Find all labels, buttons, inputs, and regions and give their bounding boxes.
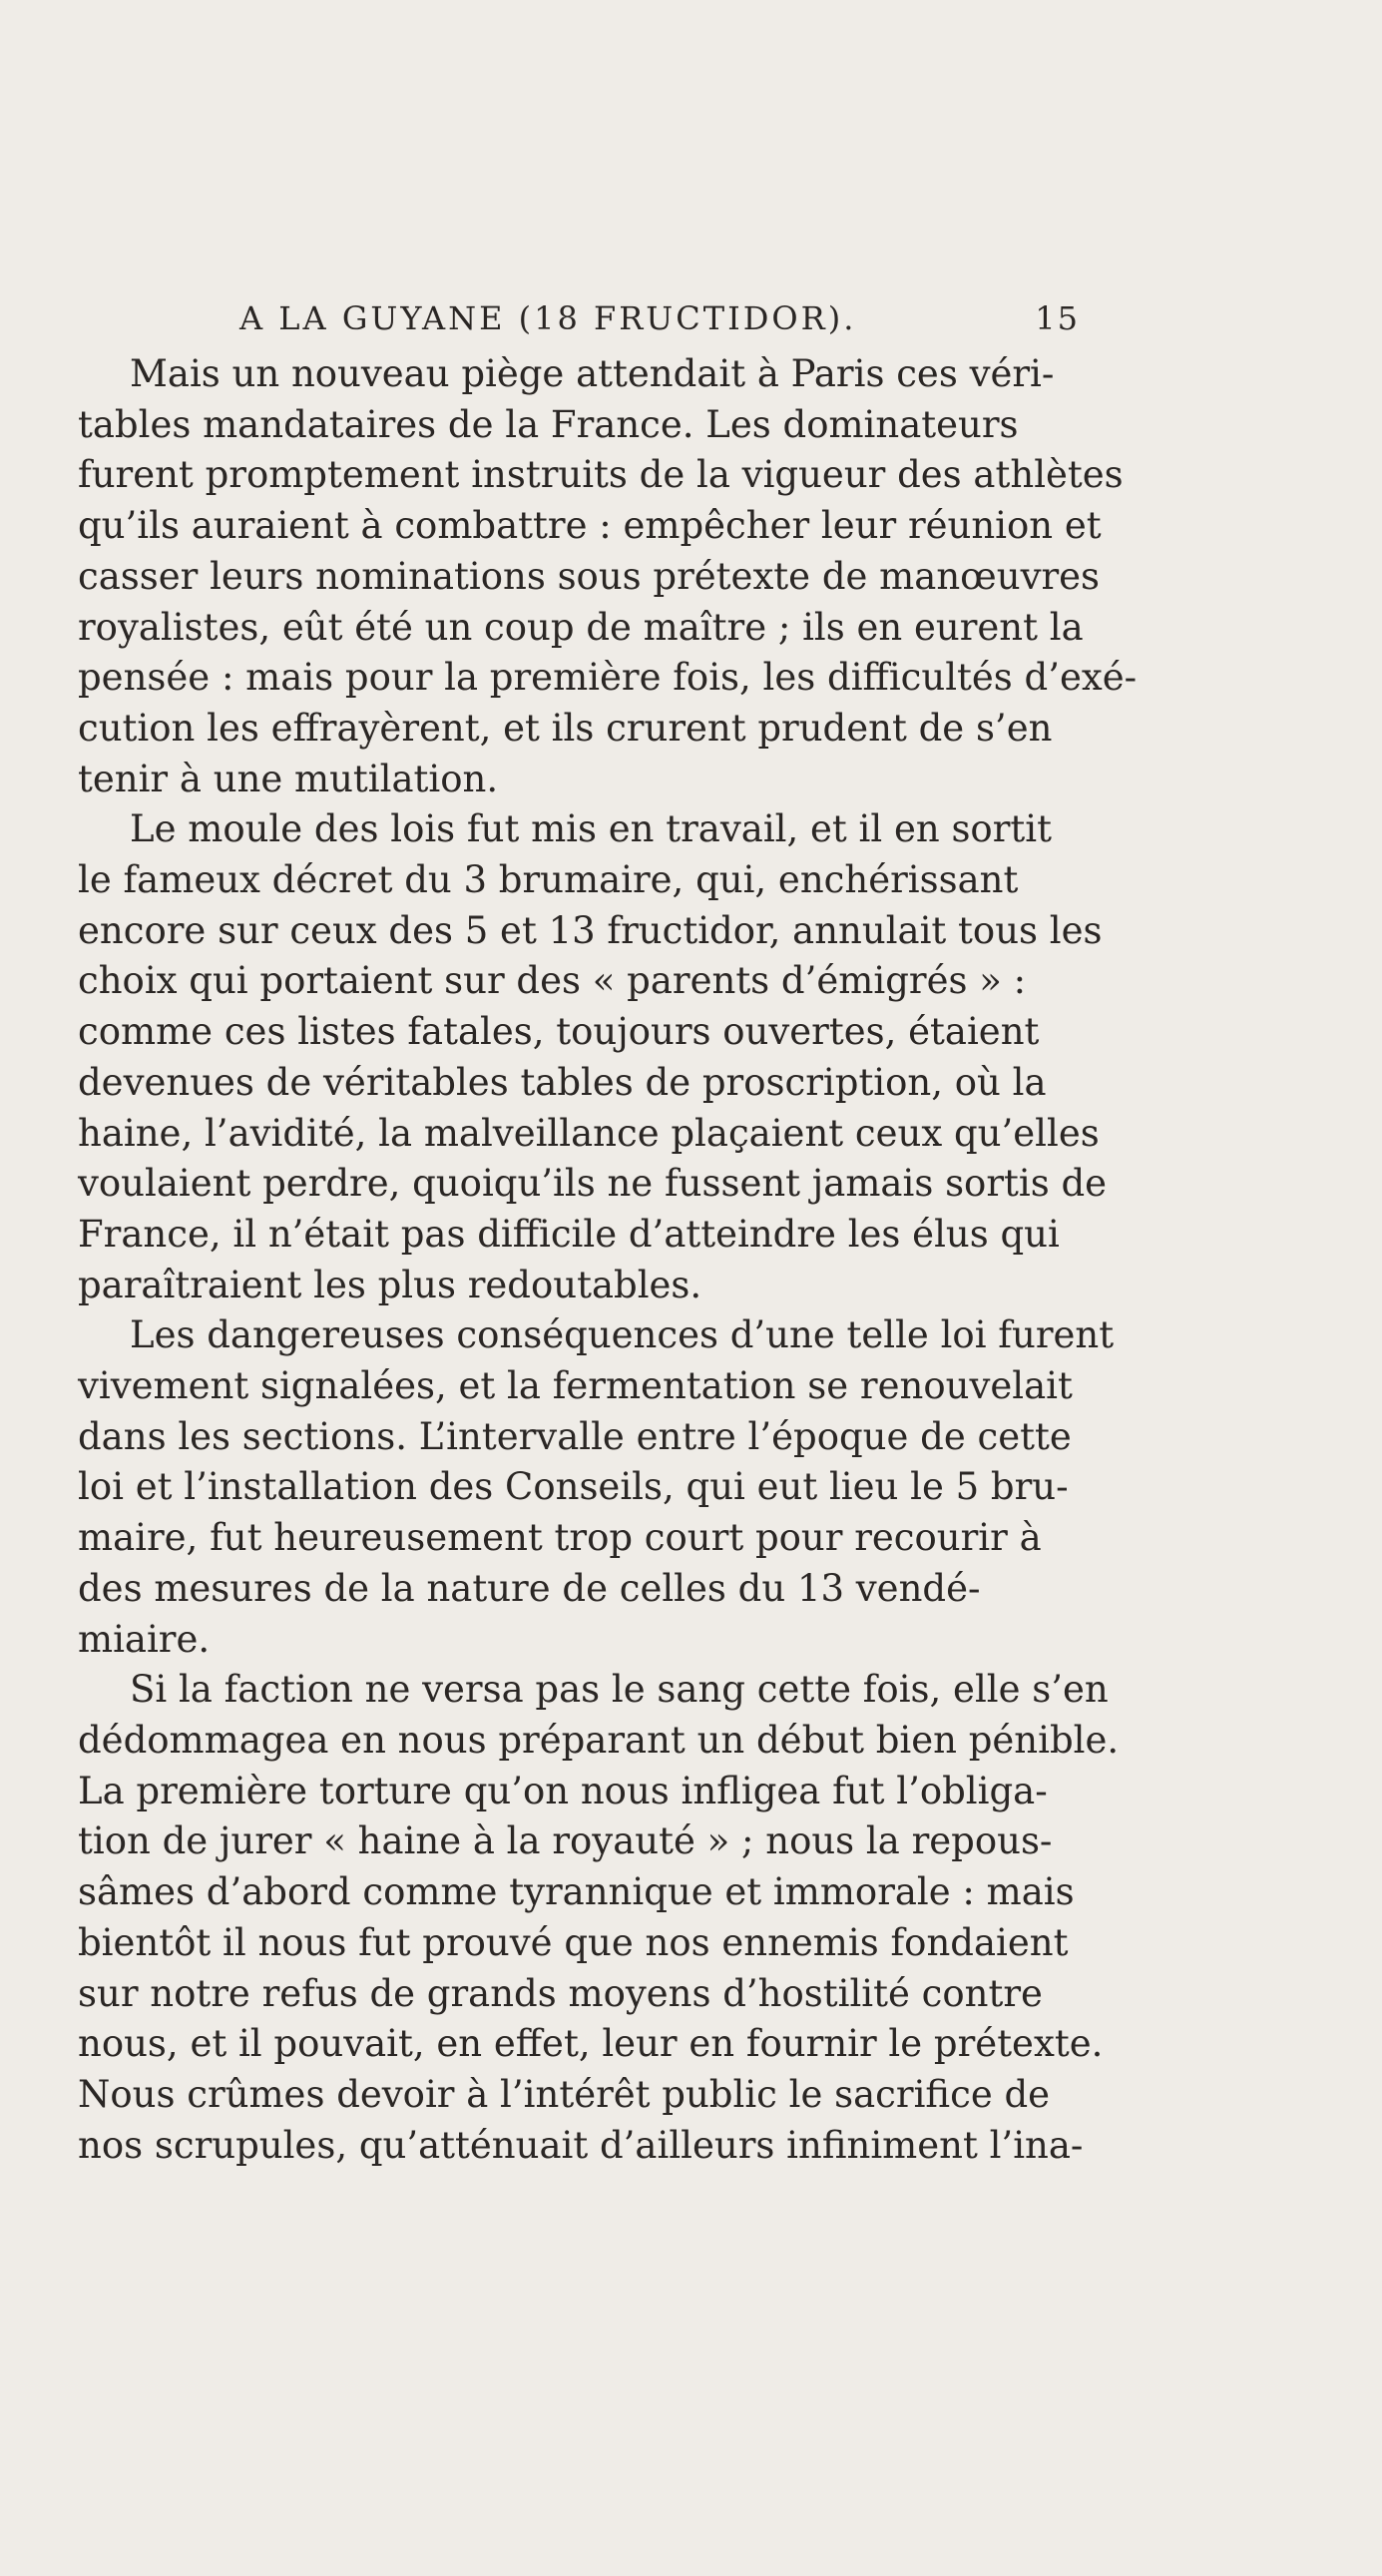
paragraph-3 [78, 1310, 1115, 1665]
text-line: le fameux décret du 3 brumaire, qui, enchérissant [78, 858, 1019, 902]
paragraph-1 [78, 349, 1138, 804]
text-line: Si la faction ne versa pas le sang cette fois, elle s’en [130, 1668, 1109, 1712]
text-line: voulaient perdre, quoiqu’ils ne fussent jamais sortis de [78, 1162, 1108, 1206]
text-line: Nous crûmes devoir à l’intérêt public le sacrifice de [78, 2072, 1051, 2116]
text-line: des mesures de la nature de celles du 13 vendé- [78, 1566, 981, 1610]
text-line: miaire. [78, 1617, 211, 1661]
text-line: sur notre refus de grands moyens d’hostilité contre [78, 1971, 1043, 2015]
text-line: qu’ils auraient à combattre : empêcher leur réunion et [78, 504, 1102, 548]
page-number: 15 [1035, 299, 1080, 337]
text-line: casser leurs nominations sous prétexte de manœuvres [78, 554, 1101, 598]
text-line: nous, et il pouvait, en effet, leur en fournir le prétexte. [78, 2022, 1104, 2066]
text-line: tables mandataires de la France. Les dominateurs [78, 402, 1019, 446]
text-line: vivement signalées, et la fermentation se renouvelait [78, 1364, 1073, 1408]
paragraph-2 [78, 804, 1108, 1310]
paragraph-4 [78, 1665, 1120, 2171]
text-line: nos scrupules, qu’atténuait d’ailleurs infiniment l’ina- [78, 2123, 1084, 2167]
text-line: furent promptement instruits de la vigueur des athlètes [78, 453, 1124, 497]
text-line: encore sur ceux des 5 et 13 fructidor, annulait tous les [78, 908, 1103, 952]
text-line: Mais un nouveau piège attendait à Paris ces véri- [130, 352, 1055, 395]
text-line: devenues de véritables tables de proscription, où la [78, 1060, 1047, 1104]
text-line: paraîtraient les plus redoutables. [78, 1263, 702, 1306]
text-line: comme ces listes fatales, toujours ouvertes, étaient [78, 1010, 1040, 1054]
text-line: tenir à une mutilation. [78, 757, 499, 800]
text-line: sâmes d’abord comme tyrannique et immorale : mais [78, 1870, 1075, 1914]
text-line: bientôt il nous fut prouvé que nos ennemis fondaient [78, 1920, 1069, 1964]
text-line: dédommagea en nous préparant un début bien pénible. [78, 1718, 1120, 1762]
text-line: pensée : mais pour la première fois, les difficultés d’exé- [78, 656, 1138, 700]
text-line: choix qui portaient sur des « parents d’émigrés » : [78, 959, 1027, 1003]
text-line: tion de jurer « haine à la royauté » ; nous la repous- [78, 1819, 1053, 1863]
text-line: royalistes, eût été un coup de maître ; ils en eurent la [78, 605, 1084, 649]
text-line: France, il n’était pas difficile d’atteindre les élus qui [78, 1212, 1060, 1256]
text-line: La première torture qu’on nous infligea fut l’obliga- [78, 1769, 1048, 1812]
running-title: A LA GUYANE (18 FRUCTIDOR). [239, 299, 857, 337]
text-line: haine, l’avidité, la malveillance plaçaient ceux qu’elles [78, 1111, 1100, 1155]
text-line: cution les effrayèrent, et ils crurent prudent de s’en [78, 706, 1053, 750]
body-text [78, 349, 1138, 2171]
text-line: dans les sections. L’intervalle entre l’époque de cette [78, 1414, 1072, 1458]
text-line: maire, fut heureusement trop court pour recourir à [78, 1516, 1042, 1560]
text-line: Les dangereuses conséquences d’une telle loi furent [130, 1313, 1115, 1357]
text-line: loi et l’installation des Conseils, qui eut lieu le 5 bru- [78, 1465, 1069, 1509]
text-line: Le moule des lois fut mis en travail, et il en sortit [130, 807, 1052, 851]
